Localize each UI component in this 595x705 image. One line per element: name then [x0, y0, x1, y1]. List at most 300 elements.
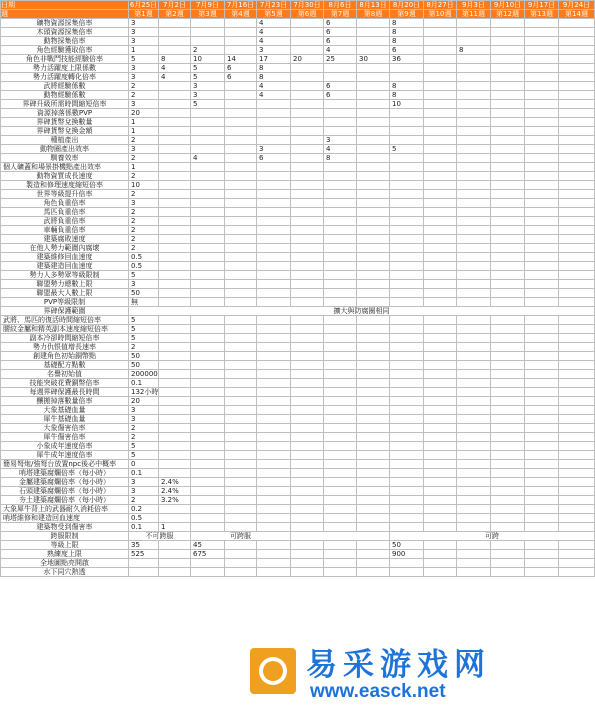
value-cell — [357, 298, 390, 307]
value-cell — [559, 505, 595, 514]
value-cell — [324, 541, 357, 550]
value-cell — [191, 334, 225, 343]
value-cell — [324, 262, 357, 271]
value-cell — [390, 271, 424, 280]
value-cell — [324, 244, 357, 253]
value-cell — [457, 334, 491, 343]
date-header-row — [1, 1, 595, 10]
value-cell: 36 — [390, 55, 424, 64]
value-cell: 14 — [225, 55, 257, 64]
value-cell — [457, 460, 491, 469]
value-cell — [559, 19, 595, 28]
value-cell: 10 — [129, 181, 159, 190]
value-cell — [159, 370, 191, 379]
row-label: 基礎配方點數 — [1, 361, 129, 370]
value-cell — [559, 514, 595, 523]
value-cell — [291, 325, 324, 334]
value-cell — [525, 73, 559, 82]
value-cell — [191, 163, 225, 172]
table-row — [1, 397, 595, 406]
value-cell — [291, 199, 324, 208]
value-cell — [424, 199, 457, 208]
value-cell — [390, 172, 424, 181]
value-cell — [424, 244, 457, 253]
value-cell — [457, 136, 491, 145]
value-cell: 3 — [129, 415, 159, 424]
merged-cell: 可跨服 — [191, 532, 291, 541]
value-cell — [457, 280, 491, 289]
value-cell — [424, 82, 457, 91]
value-cell — [525, 451, 559, 460]
value-cell — [457, 55, 491, 64]
value-cell — [225, 505, 257, 514]
value-cell — [457, 244, 491, 253]
value-cell — [525, 199, 559, 208]
value-cell — [491, 73, 525, 82]
value-cell — [357, 388, 390, 397]
value-cell — [324, 388, 357, 397]
value-cell — [491, 352, 525, 361]
value-cell — [491, 388, 525, 397]
row-label: 勢力仇恨值增長速率 — [1, 343, 129, 352]
value-cell — [424, 406, 457, 415]
value-cell: 0.1 — [129, 469, 159, 478]
value-cell — [324, 253, 357, 262]
value-cell — [424, 379, 457, 388]
row-label: 界碑保護範圍 — [1, 307, 129, 316]
row-label: 石頭建築腐爛倍率（每小時） — [1, 487, 129, 496]
value-cell — [191, 559, 225, 568]
row-label: 馬匹負重倍率 — [1, 208, 129, 217]
row-label: 創建角色初始銅幣點 — [1, 352, 129, 361]
value-cell — [191, 172, 225, 181]
value-cell — [457, 172, 491, 181]
table-row — [1, 334, 595, 343]
value-cell: 3 — [129, 28, 159, 37]
value-cell — [424, 208, 457, 217]
value-cell — [390, 280, 424, 289]
date-header-cell: 8月20日 — [390, 1, 424, 10]
value-cell — [159, 82, 191, 91]
value-cell — [424, 127, 457, 136]
value-cell — [225, 280, 257, 289]
table-row — [1, 460, 595, 469]
value-cell — [390, 352, 424, 361]
table-row — [1, 172, 595, 181]
value-cell — [525, 127, 559, 136]
value-cell — [457, 289, 491, 298]
value-cell — [559, 352, 595, 361]
value-cell — [559, 46, 595, 55]
value-cell — [424, 514, 457, 523]
value-cell — [491, 19, 525, 28]
row-label: 犀牛傷害倍率 — [1, 433, 129, 442]
value-cell — [559, 433, 595, 442]
value-cell — [357, 64, 390, 73]
value-cell — [457, 226, 491, 235]
value-cell: 5 — [129, 55, 159, 64]
value-cell — [257, 118, 291, 127]
value-cell — [457, 406, 491, 415]
value-cell — [559, 469, 595, 478]
value-cell — [159, 199, 191, 208]
value-cell — [491, 235, 525, 244]
value-cell — [324, 424, 357, 433]
value-cell — [257, 406, 291, 415]
value-cell — [225, 325, 257, 334]
value-cell — [324, 118, 357, 127]
table-row — [1, 91, 595, 100]
value-cell: 2.4% — [159, 487, 191, 496]
value-cell — [491, 145, 525, 154]
value-cell — [525, 118, 559, 127]
value-cell — [525, 442, 559, 451]
week-header-cell: 第8週 — [357, 10, 390, 19]
value-cell: 6 — [324, 28, 357, 37]
value-cell — [257, 109, 291, 118]
date-header-cell: 9月24日 — [559, 1, 595, 10]
value-cell — [491, 280, 525, 289]
value-cell: 2 — [191, 46, 225, 55]
table-row — [1, 217, 595, 226]
value-cell — [191, 37, 225, 46]
value-cell — [357, 109, 390, 118]
value-cell — [559, 523, 595, 532]
value-cell — [159, 442, 191, 451]
value-cell — [291, 46, 324, 55]
value-cell: 0.5 — [129, 262, 159, 271]
value-cell: 2 — [129, 226, 159, 235]
value-cell — [357, 235, 390, 244]
value-cell — [291, 163, 324, 172]
value-cell — [357, 28, 390, 37]
value-cell — [559, 145, 595, 154]
value-cell — [191, 460, 225, 469]
value-cell — [191, 424, 225, 433]
value-cell — [159, 46, 191, 55]
value-cell — [559, 226, 595, 235]
row-label: 角色負重倍率 — [1, 199, 129, 208]
value-cell — [457, 19, 491, 28]
value-cell — [559, 181, 595, 190]
value-cell — [491, 334, 525, 343]
value-cell — [257, 415, 291, 424]
value-cell — [559, 262, 595, 271]
value-cell — [390, 361, 424, 370]
value-cell — [257, 487, 291, 496]
row-label: 角色非戰鬥技能經驗倍率 — [1, 55, 129, 64]
value-cell — [324, 271, 357, 280]
value-cell — [390, 397, 424, 406]
value-cell — [257, 253, 291, 262]
value-cell — [225, 100, 257, 109]
value-cell — [159, 19, 191, 28]
value-cell: 8 — [390, 19, 424, 28]
value-cell — [357, 127, 390, 136]
value-cell — [324, 235, 357, 244]
table-row — [1, 109, 595, 118]
value-cell — [457, 388, 491, 397]
value-cell — [491, 397, 525, 406]
value-cell — [324, 487, 357, 496]
value-cell — [191, 343, 225, 352]
value-cell: 2 — [129, 172, 159, 181]
value-cell: 0.5 — [129, 514, 159, 523]
value-cell — [457, 316, 491, 325]
value-cell: 8 — [390, 82, 424, 91]
value-cell — [225, 487, 257, 496]
value-cell — [257, 550, 291, 559]
week-header-label: 週 — [1, 10, 129, 19]
value-cell — [191, 271, 225, 280]
value-cell — [491, 118, 525, 127]
value-cell — [559, 568, 595, 577]
value-cell: 3 — [324, 136, 357, 145]
table-row — [1, 316, 595, 325]
value-cell — [491, 433, 525, 442]
value-cell — [525, 523, 559, 532]
value-cell — [357, 163, 390, 172]
value-cell — [257, 559, 291, 568]
value-cell: 2 — [129, 244, 159, 253]
value-cell — [357, 523, 390, 532]
value-cell — [491, 541, 525, 550]
value-cell — [257, 334, 291, 343]
date-header-label: 日期 — [1, 1, 129, 10]
value-cell — [457, 397, 491, 406]
value-cell — [159, 208, 191, 217]
table-row — [1, 478, 595, 487]
value-cell — [324, 199, 357, 208]
value-cell — [357, 514, 390, 523]
value-cell — [257, 460, 291, 469]
value-cell — [457, 208, 491, 217]
value-cell — [457, 118, 491, 127]
value-cell: 4 — [257, 19, 291, 28]
value-cell — [491, 550, 525, 559]
value-cell — [559, 496, 595, 505]
row-label: 界碑貨幣兌換數量 — [1, 118, 129, 127]
value-cell — [491, 289, 525, 298]
value-cell — [291, 172, 324, 181]
table-row — [1, 82, 595, 91]
value-cell — [525, 208, 559, 217]
value-cell — [191, 316, 225, 325]
value-cell — [390, 424, 424, 433]
value-cell — [525, 424, 559, 433]
value-cell — [390, 226, 424, 235]
value-cell — [191, 505, 225, 514]
row-label: 角色經驗獲取倍率 — [1, 46, 129, 55]
row-label: 大象犀牛背上的武器耐久消耗倍率 — [1, 505, 129, 514]
table-row — [1, 181, 595, 190]
value-cell — [491, 514, 525, 523]
value-cell — [159, 217, 191, 226]
value-cell — [225, 91, 257, 100]
value-cell — [559, 271, 595, 280]
value-cell — [257, 289, 291, 298]
value-cell: 4 — [257, 37, 291, 46]
value-cell — [457, 181, 491, 190]
value-cell — [257, 469, 291, 478]
value-cell — [559, 343, 595, 352]
value-cell — [390, 514, 424, 523]
value-cell — [357, 118, 390, 127]
value-cell — [159, 190, 191, 199]
value-cell — [390, 163, 424, 172]
value-cell — [525, 361, 559, 370]
value-cell — [390, 136, 424, 145]
value-cell: 2 — [129, 82, 159, 91]
value-cell — [491, 487, 525, 496]
week-header-cell: 第2週 — [159, 10, 191, 19]
value-cell — [291, 523, 324, 532]
value-cell — [257, 397, 291, 406]
value-cell — [457, 541, 491, 550]
value-cell — [525, 325, 559, 334]
value-cell: 0.1 — [129, 379, 159, 388]
value-cell — [357, 19, 390, 28]
value-cell: 5 — [191, 73, 225, 82]
value-cell — [525, 343, 559, 352]
value-cell — [424, 280, 457, 289]
value-cell — [390, 289, 424, 298]
date-header-cell: 7月2日 — [159, 1, 191, 10]
value-cell — [159, 253, 191, 262]
table-row — [1, 532, 595, 541]
value-cell: 3 — [129, 487, 159, 496]
value-cell — [291, 406, 324, 415]
table-body — [1, 19, 595, 577]
merged-cell: 擴大與防腐圈相同 — [129, 307, 595, 316]
value-cell — [225, 361, 257, 370]
value-cell — [324, 514, 357, 523]
value-cell — [291, 280, 324, 289]
value-cell — [159, 118, 191, 127]
value-cell — [525, 145, 559, 154]
value-cell: 3 — [191, 91, 225, 100]
value-cell — [257, 370, 291, 379]
value-cell — [291, 226, 324, 235]
value-cell: 0 — [129, 460, 159, 469]
value-cell — [159, 163, 191, 172]
value-cell — [225, 154, 257, 163]
value-cell — [357, 145, 390, 154]
value-cell — [324, 100, 357, 109]
value-cell — [457, 82, 491, 91]
row-label: 哨塔建築腐爛倍率（每小時） — [1, 469, 129, 478]
value-cell — [424, 100, 457, 109]
value-cell — [225, 415, 257, 424]
value-cell — [225, 424, 257, 433]
value-cell — [424, 190, 457, 199]
value-cell — [324, 469, 357, 478]
value-cell — [225, 559, 257, 568]
value-cell — [291, 91, 324, 100]
value-cell — [424, 226, 457, 235]
value-cell — [225, 271, 257, 280]
value-cell — [457, 235, 491, 244]
value-cell — [225, 469, 257, 478]
value-cell — [291, 460, 324, 469]
value-cell — [491, 415, 525, 424]
value-cell — [357, 379, 390, 388]
value-cell — [357, 424, 390, 433]
value-cell: 2 — [129, 136, 159, 145]
row-label: 聯盟勢力總數上限 — [1, 280, 129, 289]
value-cell — [357, 208, 390, 217]
value-cell — [357, 442, 390, 451]
value-cell — [491, 199, 525, 208]
value-cell: 2 — [129, 208, 159, 217]
value-cell: 5 — [129, 325, 159, 334]
value-cell — [159, 361, 191, 370]
value-cell: 3 — [257, 46, 291, 55]
row-label: 馴養效率 — [1, 154, 129, 163]
value-cell — [159, 334, 191, 343]
value-cell — [225, 289, 257, 298]
value-cell — [491, 451, 525, 460]
value-cell — [324, 109, 357, 118]
value-cell — [225, 316, 257, 325]
value-cell: 3 — [129, 199, 159, 208]
value-cell — [357, 316, 390, 325]
value-cell — [257, 343, 291, 352]
value-cell — [491, 379, 525, 388]
week-header-cell: 第1週 — [129, 10, 159, 19]
value-cell — [559, 379, 595, 388]
value-cell — [390, 199, 424, 208]
value-cell — [424, 19, 457, 28]
value-cell — [225, 145, 257, 154]
value-cell: 50 — [129, 289, 159, 298]
value-cell — [525, 136, 559, 145]
value-cell — [324, 496, 357, 505]
value-cell — [525, 505, 559, 514]
value-cell — [390, 208, 424, 217]
value-cell — [291, 496, 324, 505]
value-cell — [424, 37, 457, 46]
value-cell — [324, 73, 357, 82]
value-cell — [191, 262, 225, 271]
value-cell — [424, 64, 457, 73]
logo-center-dot — [263, 661, 283, 681]
row-label: 水下同穴熱透 — [1, 568, 129, 577]
value-cell — [457, 424, 491, 433]
value-cell — [390, 433, 424, 442]
value-cell — [457, 478, 491, 487]
value-cell — [559, 541, 595, 550]
value-cell — [491, 28, 525, 37]
value-cell — [291, 217, 324, 226]
value-cell — [525, 397, 559, 406]
value-cell — [225, 118, 257, 127]
value-cell — [357, 91, 390, 100]
value-cell — [424, 559, 457, 568]
value-cell — [357, 154, 390, 163]
value-cell — [291, 253, 324, 262]
value-cell — [191, 379, 225, 388]
value-cell — [457, 559, 491, 568]
value-cell — [525, 370, 559, 379]
value-cell — [225, 172, 257, 181]
value-cell — [357, 37, 390, 46]
value-cell — [424, 271, 457, 280]
value-cell — [424, 325, 457, 334]
value-cell — [257, 442, 291, 451]
value-cell — [559, 100, 595, 109]
value-cell — [390, 487, 424, 496]
